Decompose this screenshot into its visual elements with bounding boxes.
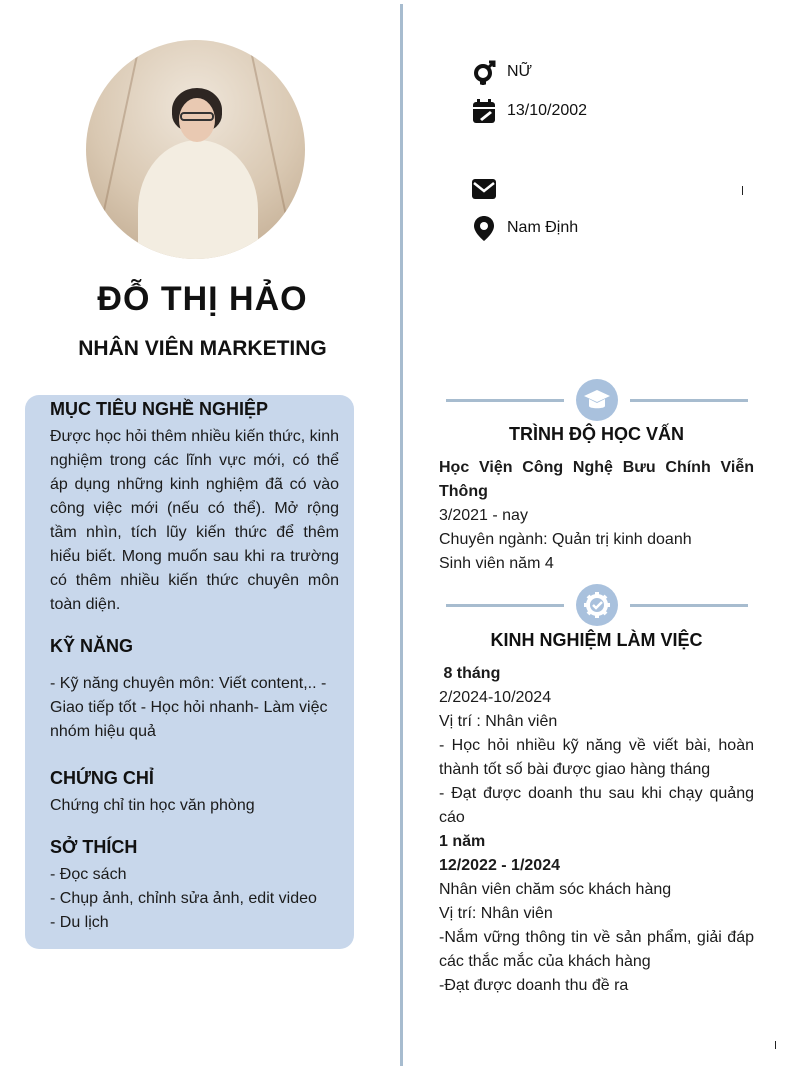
job-task: -Nắm vững thông tin về sản phẩm, giải đáp các thắc mắc của khách hàng [439, 929, 754, 970]
certificates-heading: CHỨNG CHỈ [50, 768, 154, 788]
experience-details [439, 662, 754, 998]
job-title: NHÂN VIÊN MARKETING [78, 337, 327, 360]
education-major: Chuyên ngành: Quản trị kinh doanh [439, 531, 692, 548]
gender-icon [470, 58, 498, 86]
skills-text: - Kỹ năng chuyên môn: Viết content,.. - Giao tiếp tốt - Học hỏi nhanh- Làm việc nhóm hiệu quả [50, 675, 328, 740]
job-task: -Đạt được doanh thu đề ra [439, 977, 629, 994]
cursor-mark [742, 186, 743, 195]
education-year: Sinh viên năm 4 [439, 555, 554, 572]
graduation-cap-icon [576, 379, 618, 421]
birthday-value: 13/10/2002 [507, 102, 588, 119]
job-period: 2/2024-10/2024 [439, 689, 552, 706]
calendar-icon [470, 97, 498, 125]
contact-address [470, 214, 578, 242]
avatar [86, 40, 305, 259]
left-info-panel [25, 395, 354, 949]
email-icon [470, 175, 498, 203]
education-period: 3/2021 - nay [439, 507, 528, 524]
contact-birthday [470, 97, 587, 125]
experience-badge [576, 584, 618, 626]
job-position: Vị trí : Nhân viên [439, 713, 558, 730]
job-task: - Đạt được doanh thu sau khi chạy quảng cáo [439, 785, 754, 826]
section-rule [630, 604, 748, 607]
education-heading: TRÌNH ĐỘ HỌC VẤN [509, 424, 684, 444]
section-rule [630, 399, 748, 402]
hobbies-list [50, 863, 339, 935]
address-value: Nam Định [507, 219, 579, 236]
job-duration: 1 năm [439, 833, 486, 850]
contact-email [470, 175, 507, 203]
contact-gender [470, 58, 532, 86]
gender-value: NỮ [507, 63, 533, 80]
job-role: Nhân viên chăm sóc khách hàng [439, 881, 672, 898]
objective-heading: MỤC TIÊU NGHỀ NGHIỆP [50, 399, 269, 419]
corner-mark [775, 1041, 776, 1049]
objective-text: Được học hỏi thêm nhiều kiến thức, kinh nghiệm trong các lĩnh vực mới, có thể áp dụng những kinh nghiệm đã có vào công việc mới (nếu có thể). Mở rộng tầm nhìn, tích lũy kiến thức để thêm hiểu biết. Mong muốn sau khi ra trường có thêm nhiều kiến thức chuyên môn toàn diện. [50, 428, 339, 613]
candidate-name: ĐỖ THỊ HẢO [97, 280, 308, 318]
gear-check-icon [576, 584, 618, 626]
education-details [439, 456, 754, 576]
certificates-text: Chứng chỉ tin học văn phòng [50, 797, 255, 814]
section-rule [446, 604, 564, 607]
school-name: Học Viện Công Nghệ Bưu Chính Viễn Thông [439, 459, 754, 500]
location-icon [470, 214, 498, 242]
job-task: - Học hỏi nhiều kỹ năng về viết bài, hoàn thành tốt số bài được giao hàng tháng [439, 737, 754, 778]
job-position: Vị trí: Nhân viên [439, 905, 553, 922]
experience-heading: KINH NGHIỆM LÀM VIỆC [490, 630, 703, 650]
list-item: - Đọc sách [50, 866, 127, 883]
job-duration: 8 tháng [439, 665, 501, 682]
list-item: - Chụp ảnh, chỉnh sửa ảnh, edit video [50, 890, 317, 907]
column-divider [400, 4, 403, 1066]
list-item: - Du lịch [50, 914, 109, 931]
skills-heading: KỸ NĂNG [50, 636, 134, 656]
hobbies-heading: SỞ THÍCH [50, 837, 138, 857]
job-period: 12/2022 - 1/2024 [439, 857, 560, 874]
section-rule [446, 399, 564, 402]
education-badge [576, 379, 618, 421]
